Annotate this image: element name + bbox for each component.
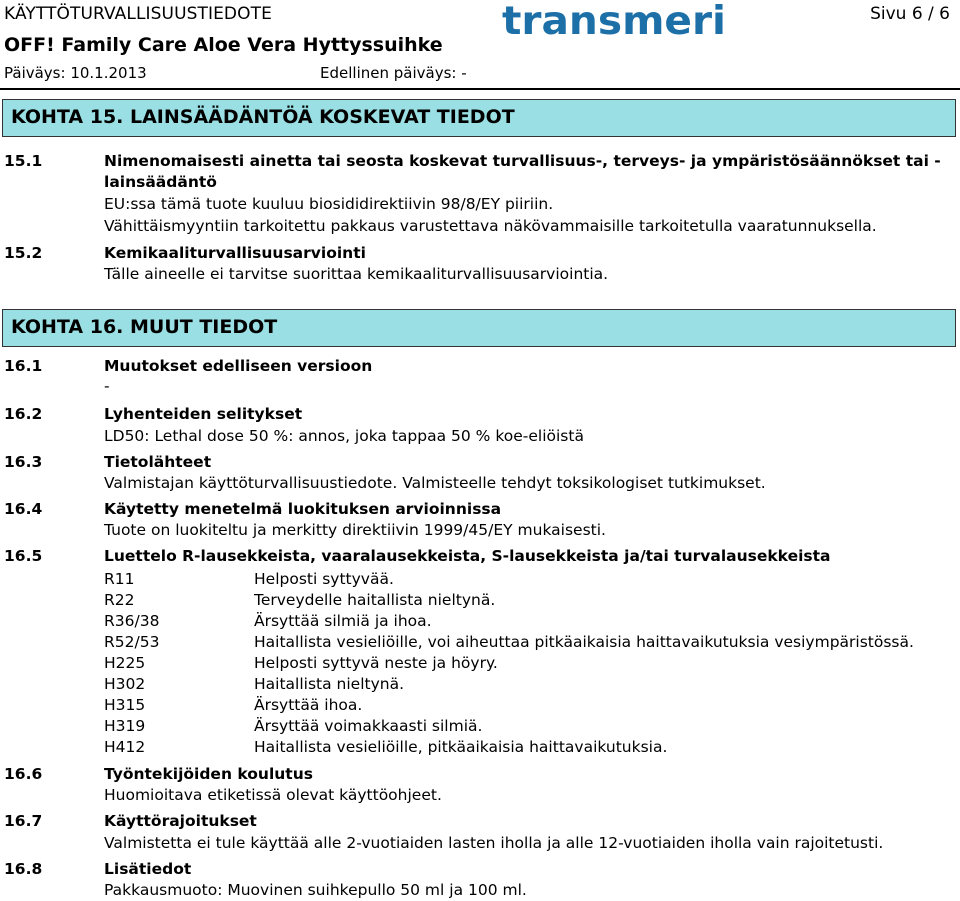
header-divider — [0, 88, 960, 90]
phrase-code: H225 — [104, 654, 146, 672]
phrase-text: Haitallista nieltynä. — [254, 675, 405, 693]
phrase-text: Ärsyttää ihoa. — [254, 696, 363, 714]
subsection-number: 16.7 — [4, 812, 43, 830]
subsection-number: 16.2 — [4, 405, 43, 423]
paragraph: Pakkausmuoto: Muovinen suihkepullo 50 ml ja 100 ml. — [104, 881, 527, 899]
phrase-code: H302 — [104, 675, 146, 693]
subsection-heading: Kemikaaliturvallisuusarviointi — [104, 244, 366, 262]
document-title: KÄYTTÖTURVALLISUUSTIEDOTE — [4, 4, 272, 24]
paragraph: Tälle aineelle ei tarvitse suorittaa kemikaaliturvallisuusarviointia. — [104, 265, 609, 283]
phrase-code: R52/53 — [104, 633, 160, 651]
phrase-code: H412 — [104, 738, 146, 756]
subsection-number: 16.8 — [4, 860, 43, 878]
phrase-text: Helposti syttyvää. — [254, 570, 394, 588]
phrase-text: Ärsyttää voimakkaasti silmiä. — [254, 717, 483, 735]
page-number: Sivu 6 / 6 — [870, 4, 950, 24]
subsection-heading: Luettelo R-lausekkeista, vaaralausekkeista, S-lausekkeista ja/tai turvalausekkeista — [104, 547, 831, 565]
paragraph: Vähittäismyyntiin tarkoitettu pakkaus varustettava näkövammaisille tarkoitetulla vaaratunnuksella. — [104, 217, 877, 235]
phrase-text: Haitallista vesieliöille, pitkäaikaisia haittavaikutuksia. — [254, 738, 668, 756]
paragraph: LD50: Lethal dose 50 %: annos, joka tappaa 50 % koe-eliöistä — [104, 427, 584, 445]
subsection-heading: Lyhenteiden selitykset — [104, 405, 303, 423]
document-date: Päiväys: 10.1.2013 — [4, 64, 147, 82]
svg-text:transmeri: transmeri — [502, 3, 726, 39]
paragraph: Tuote on luokiteltu ja merkitty direktiivin 1999/45/EY mukaisesti. — [104, 521, 606, 539]
phrase-code: R11 — [104, 570, 135, 588]
subsection-number: 16.6 — [4, 765, 43, 783]
phrase-code: H315 — [104, 696, 146, 714]
section-15-header: KOHTA 15. LAINSÄÄDÄNTÖÄ KOSKEVAT TIEDOT — [2, 99, 956, 137]
subsection-number: 15.1 — [4, 152, 43, 170]
phrase-code: R36/38 — [104, 612, 160, 630]
phrase-text: Ärsyttää silmiä ja ihoa. — [254, 612, 432, 630]
subsection-heading-continued: lainsäädäntö — [104, 173, 217, 191]
previous-date: Edellinen päiväys: - — [320, 64, 467, 82]
subsection-number: 16.3 — [4, 453, 43, 471]
transmeri-logo — [502, 3, 728, 39]
paragraph: Valmistajan käyttöturvallisuustiedote. Valmisteelle tehdyt toksikologiset tutkimukset. — [104, 474, 766, 492]
subsection-number: 16.4 — [4, 500, 43, 518]
subsection-heading: Muutokset edelliseen versioon — [104, 357, 373, 375]
subsection-heading: Työntekijöiden koulutus — [104, 765, 313, 783]
phrase-text: Terveydelle haitallista nieltynä. — [254, 591, 496, 609]
phrase-code: R22 — [104, 591, 135, 609]
phrase-text: Helposti syttyvä neste ja höyry. — [254, 654, 498, 672]
subsection-number: 16.5 — [4, 547, 43, 565]
paragraph: EU:ssa tämä tuote kuuluu biosididirektiivin 98/8/EY piiriin. — [104, 195, 554, 213]
paragraph: - — [104, 377, 110, 395]
product-name: OFF! Family Care Aloe Vera Hyttyssuihke — [4, 34, 443, 56]
subsection-heading: Käyttörajoitukset — [104, 812, 257, 830]
subsection-heading: Käytetty menetelmä luokituksen arvioinnissa — [104, 500, 502, 518]
section-16-header: KOHTA 16. MUUT TIEDOT — [2, 309, 956, 347]
subsection-number: 15.2 — [4, 244, 43, 262]
subsection-heading: Tietolähteet — [104, 453, 212, 471]
subsection-number: 16.1 — [4, 357, 43, 375]
paragraph: Huomioitava etiketissä olevat käyttöohjeet. — [104, 786, 442, 804]
phrase-code: H319 — [104, 717, 146, 735]
phrase-text: Haitallista vesieliöille, voi aiheuttaa pitkäaikaisia haittavaikutuksia vesiympäristössä. — [254, 633, 914, 651]
subsection-heading: Nimenomaisesti ainetta tai seosta koskevat turvallisuus-, terveys- ja ympäristösäännökset tai - — [104, 152, 941, 170]
subsection-heading: Lisätiedot — [104, 860, 192, 878]
paragraph: Valmistetta ei tule käyttää alle 2-vuotiaiden lasten iholla ja alle 12-vuotiaiden iholla vain rajoitetusti. — [104, 834, 884, 852]
